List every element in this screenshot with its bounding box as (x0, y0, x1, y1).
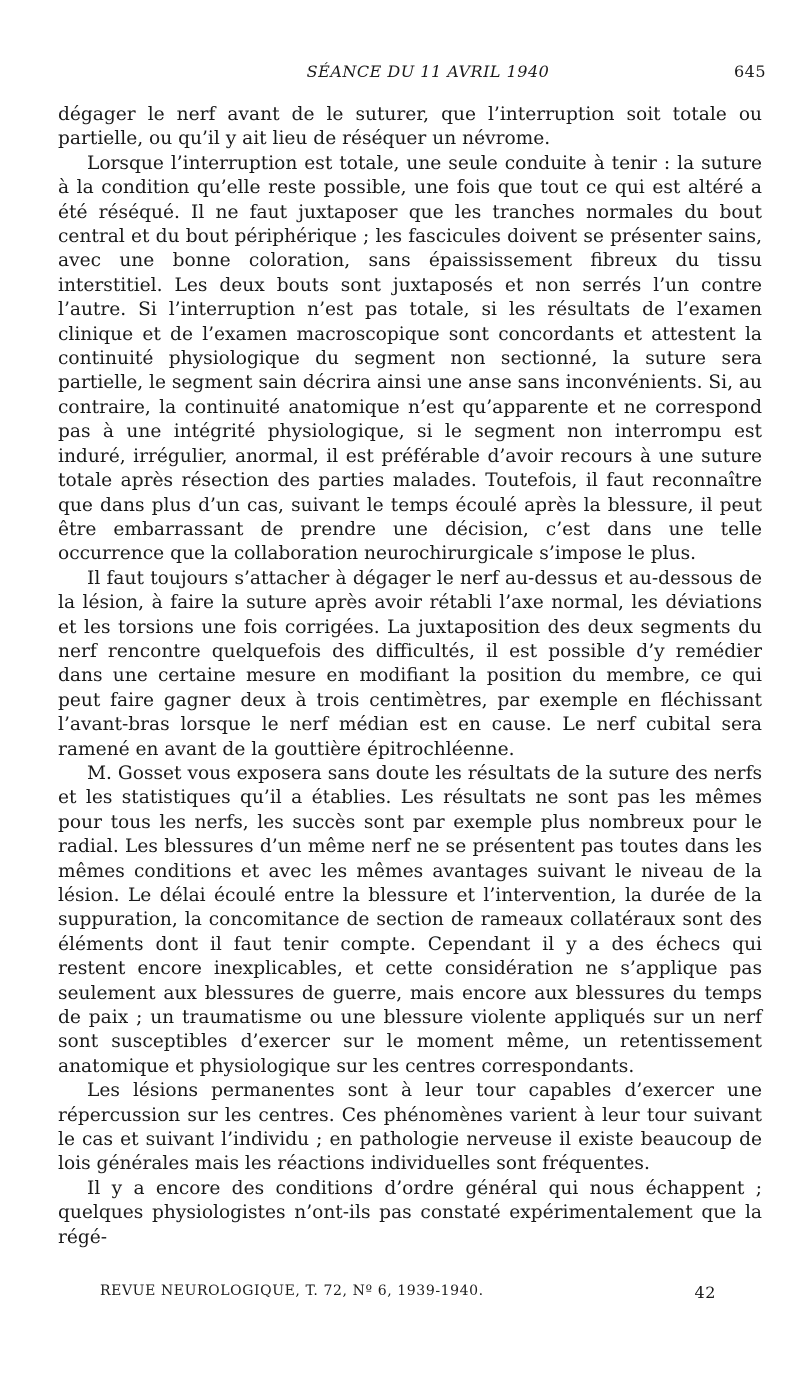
running-title: SÉANCE DU 11 AVRIL 1940 (306, 62, 550, 81)
paragraph: Les lésions permanentes sont à leur tour capables d’exercer une répercussion sur les centres. Ces phénomènes varient à leur tour suivant le cas et suivant l’individu ; en pathologie nerveuse il existe beaucoup de lois générales mais les réactions individuelles sont fréquentes. (58, 1080, 762, 1175)
body-text (58, 103, 762, 1250)
paragraph: Il faut toujours s’attacher à dégager le nerf au-dessus et au-dessous de la lésion, à faire la suture après avoir rétabli l’axe normal, les déviations et les torsions une fois corrigées. La juxtaposition des deux segments du nerf rencontre quelquefois des difficultés, il est possible d’y remédier dans une certaine mesure en modifiant la position du membre, ce qui peut faire gagner deux à trois centimètres, par exemple en fléchissant l’avant-bras lorsque le nerf médian est en cause. Le nerf cubital sera ramené en avant de la gouttière épitrochléenne. (58, 567, 762, 760)
page-number: 645 (733, 62, 766, 81)
paragraph: M. Gosset vous exposera sans doute les résultats de la suture des nerfs et les statistiques qu’il a établies. Les résultats ne sont pas les mêmes pour tous les nerfs, les succès sont par exemple plus nombreux pour le radial. Les blessures d’un même nerf ne se présentent pas toutes dans les mêmes conditions et avec les mêmes avantages suivant le niveau de la lésion. Le délai écoulé entre la blessure et l’intervention, la durée de la suppuration, la concomitance de section de rameaux collatéraux sont des éléments dont il faut tenir compte. Cependant il y a des échecs qui restent encore inexplicables, et cette considération ne s’applique pas seulement aux blessures de guerre, mais encore aux blessures du temps de paix ; un traumatisme ou une blessure violente appliqués sur un nerf sont susceptibles d’exercer sur le moment même, un retentissement anatomique et physiologique sur les centres correspondants. (58, 762, 762, 1077)
paragraph-continued: dégager le nerf avant de le suturer, que l’interruption soit totale ou partielle, ou qu’il y ait lieu de réséquer un névrome. (58, 104, 762, 150)
running-header (90, 62, 766, 86)
paragraph: Il y a encore des conditions d’ordre général qui nous échappent ; quelques physiologistes n’ont-ils pas constaté expérimentalement que la régé- (58, 1177, 762, 1248)
page-footer (100, 1283, 716, 1305)
paragraph: Lorsque l’interruption est totale, une seule conduite à tenir : la suture à la condition qu’elle reste possible, une fois que tout ce qui est altéré a été réséqué. Il ne faut juxtaposer que les tranches normales du bout central et du bout périphérique ; les fascicules doivent se présenter sains, avec une bonne coloration, sans épaississement fibreux du tissu interstitiel. Les deux bouts sont juxtaposés et non serrés l’un contre l’autre. Si l’interruption n’est pas totale, si les résultats de l’examen clinique et de l’examen macroscopique sont concordants et attestent la continuité physiologique du segment non sectionné, la suture sera partielle, le segment sain décrira ainsi une anse sans inconvénients. Si, au contraire, la continuité anatomique n’est qu’apparente et ne correspond pas à une intégrité physiologique, si le segment non interrompu est induré, irrégulier, anormal, il est préférable d’avoir recours à une suture totale après résection des parties malades. Toutefois, il faut reconnaître que dans plus d’un cas, suivant le temps écoulé après la blessure, il peut être embarrassant de prendre une décision, c’est dans une telle occurrence que la collaboration neurochirurgicale s’impose le plus. (58, 152, 762, 565)
journal-citation: REVUE NEUROLOGIQUE, T. 72, Nº 6, 1939-1940. (100, 1283, 484, 1299)
signature-mark: 42 (694, 1283, 716, 1302)
